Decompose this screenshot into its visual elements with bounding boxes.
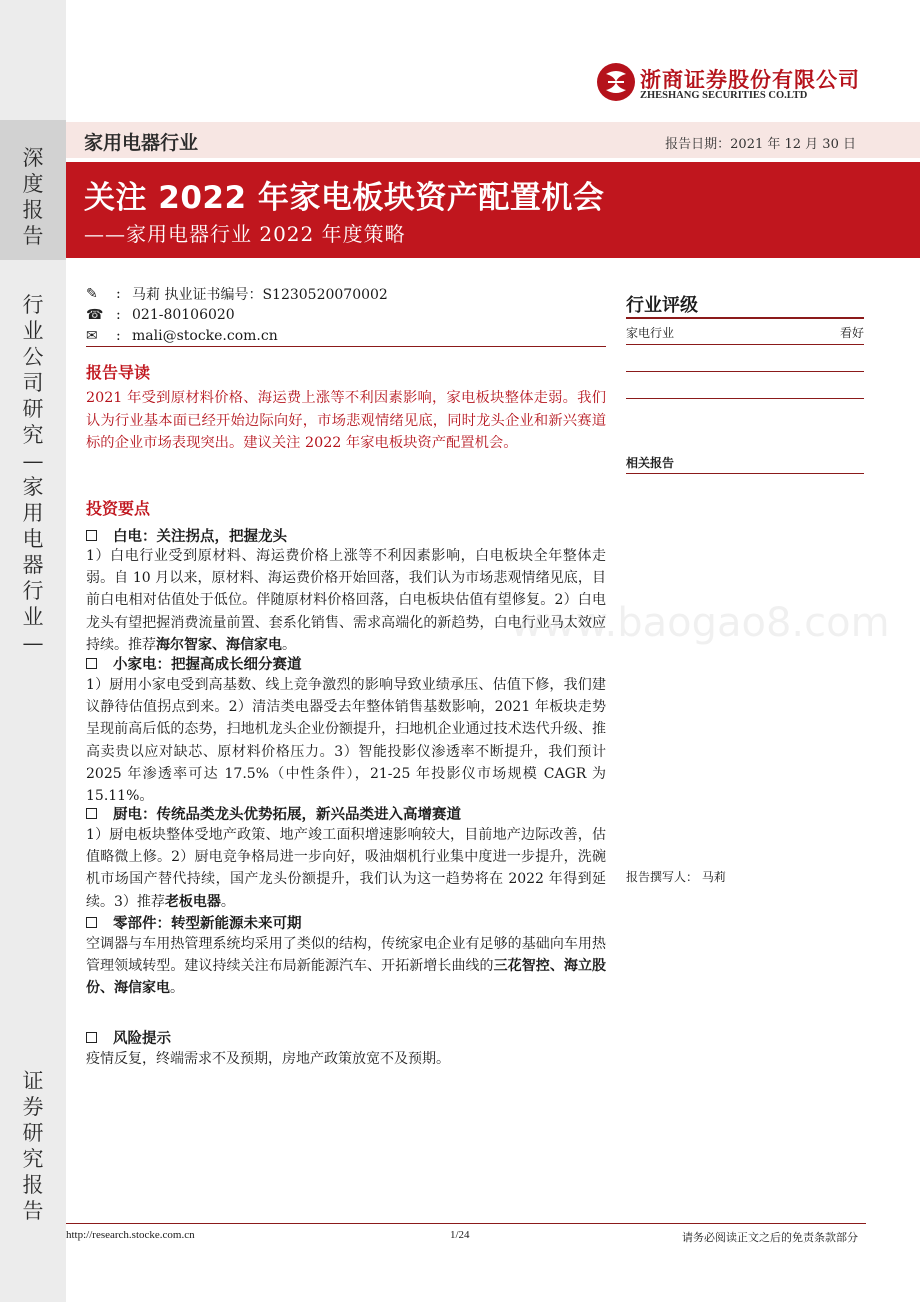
rating-title: 行业评级 <box>626 295 698 316</box>
vertical-glyph: 公 <box>22 345 44 369</box>
intro-heading: 报告导读 <box>86 363 151 382</box>
vertical-glyph: — <box>22 449 44 473</box>
rating-industry: 家电行业 <box>626 326 675 340</box>
footer-url[interactable]: http://research.stocke.com.cn <box>66 1229 195 1241</box>
vertical-glyph: 报 <box>22 1173 44 1197</box>
logo-company-name-cn: 浙商证券股份有限公司 <box>640 68 860 92</box>
section-text-kitchen-appliances: 1）厨电板块整体受地产政策、地产竣工面积增速影响较大，目前地产边际改善，估值略微上修。2）厨电竞争格局进一步向好，吸油烟机行业集中度进一步提升，洗碗机市场国产替代持续，国产龙头份额提升，我们认为这一趋势将在 2022 年得到延续。3）推荐老板电器。 <box>86 827 606 910</box>
author-email[interactable]: mali@stocke.com.cn <box>132 328 278 344</box>
related-reports-heading: 相关报告 <box>626 456 675 470</box>
rating-row <box>626 324 864 341</box>
vertical-glyph: 告 <box>22 224 44 248</box>
vertical-glyph: 报 <box>22 198 44 222</box>
rating-divider <box>626 317 864 319</box>
checkbox-bullet-icon <box>86 530 97 541</box>
section-heading-risk: 风险提示 <box>86 1027 606 1048</box>
footer-divider <box>66 1223 866 1224</box>
checkbox-bullet-icon <box>86 658 97 669</box>
rating-rule-1 <box>626 344 864 345</box>
page-number: 1/24 <box>450 1229 470 1241</box>
vertical-glyph: 用 <box>22 501 44 525</box>
rating-rule-3 <box>626 398 864 399</box>
author-phone-row: ☎ : 021-80106020 <box>86 307 235 323</box>
company-logo <box>596 62 860 108</box>
risk-text: 疫情反复，终端需求不及预期，房地产政策放宽不及预期。 <box>86 1051 450 1067</box>
footer-disclaimer: 请务必阅读正文之后的免责条款部分 <box>682 1231 858 1244</box>
section-heading-kitchen-appliances: 厨电：传统品类龙头优势拓展，新兴品类进入高增赛道 <box>86 803 606 824</box>
watermark: www.baogao8.com <box>510 600 890 646</box>
vertical-glyph: 行 <box>22 579 44 603</box>
checkbox-bullet-icon <box>86 808 97 819</box>
vertical-glyph: 行 <box>22 293 44 317</box>
section-text-small-appliances: 1）厨用小家电受到高基数、线上竞争激烈的影响导致业绩承压、估值下修，我们建议静待估值拐点到来。2）清洁类电器受去年整体销售基数影响，2021 年板块走势呈现前高后低的态势，扫地机龙头企业份额提升，扫地机企业通过技术迭代升级、推高卖贵以应对缺芯、原材料价格压力。3）智能投影仪渗透率不断提升，我们预计 2025 年渗透率可达 17.5%（中性条件），21-25 年投影仪市场规模 CAGR 为 15.11%。 <box>86 677 606 805</box>
vertical-glyph: 度 <box>22 172 44 196</box>
vertical-label-report-type <box>0 145 66 249</box>
checkbox-bullet-icon <box>86 917 97 928</box>
section-text-components: 空调器与车用热管理系统均采用了类似的结构，传统家电企业有足够的基础向车用热管理领域转型。建议持续关注布局新能源汽车、开拓新增长曲线的三花智控、海立股份、海信家电。 <box>86 936 606 997</box>
vertical-glyph: 研 <box>22 397 44 421</box>
vertical-glyph: 究 <box>22 423 44 447</box>
vertical-glyph: 证 <box>22 1069 44 1093</box>
vertical-glyph: 电 <box>22 527 44 551</box>
author-name: 马莉 执业证书编号：S1230520070002 <box>132 287 388 303</box>
vertical-glyph: — <box>22 631 44 655</box>
vertical-label-securities-report <box>0 1068 66 1224</box>
vertical-glyph: 业 <box>22 319 44 343</box>
phone-icon: ☎ <box>86 307 104 323</box>
report-writer: 报告撰写人： 马莉 <box>626 870 726 884</box>
vertical-glyph: 器 <box>22 553 44 577</box>
report-subtitle: ——家用电器行业 2022 年度策略 <box>84 222 406 246</box>
points-heading: 投资要点 <box>86 499 151 518</box>
vertical-glyph: 司 <box>22 371 44 395</box>
vertical-glyph: 券 <box>22 1095 44 1119</box>
section-heading-white-goods: 白电：关注拐点，把握龙头 <box>86 525 606 546</box>
vertical-glyph: 家 <box>22 475 44 499</box>
author-phone: 021-80106020 <box>132 307 235 323</box>
report-date: 报告日期：2021 年 12 月 30 日 <box>665 137 856 152</box>
intro-text: 2021 年受到原材料价格、海运费上涨等不利因素影响，家电板块整体走弱。我们认为行业基本面已经开始边际向好，市场悲观情绪见底，同时龙头企业和新兴赛道标的企业市场表现突出。建议关注 2022 年家电板块资产配置机会。 <box>86 390 606 451</box>
section-heading-components: 零部件：转型新能源未来可期 <box>86 912 606 933</box>
industry-tag: 家用电器行业 <box>84 132 199 154</box>
related-reports-rule <box>626 473 864 474</box>
pen-icon: ✎ <box>86 286 98 302</box>
section-heading-small-appliances: 小家电：把握高成长细分赛道 <box>86 653 606 674</box>
vertical-label-research-type <box>0 292 66 656</box>
vertical-glyph: 深 <box>22 146 44 170</box>
rating-value: 看好 <box>839 326 864 340</box>
vertical-glyph: 告 <box>22 1199 44 1223</box>
author-divider <box>86 346 606 347</box>
logo-company-name-en: ZHESHANG SECURITIES CO.LTD <box>640 90 808 101</box>
vertical-glyph: 业 <box>22 605 44 629</box>
envelope-icon: ✉ <box>86 328 98 344</box>
section-text-white-goods: 1）白电行业受到原材料、海运费价格上涨等不利因素影响，白电板块全年整体走弱。自 10 月以来，原材料、海运费价格开始回落，我们认为市场悲观情绪见底，目前白电相对估值处于低位。伴随原材料价格回落，白电板块估值有望修复。2）白电龙头有望把握消费流量前置、套系化销售、需求高端化的新趋势，白电行业马太效应持续。推荐海尔智家、海信家电。 <box>86 548 606 653</box>
vertical-glyph: 究 <box>22 1147 44 1171</box>
vertical-glyph: 研 <box>22 1121 44 1145</box>
author-block <box>86 284 606 347</box>
author-name-row: ✎ : 马莉 执业证书编号：S1230520070002 <box>86 286 388 303</box>
author-email-row: ✉ : mali@stocke.com.cn <box>86 328 278 344</box>
rating-rule-2 <box>626 371 864 372</box>
report-title: 关注 2022 年家电板块资产配置机会 <box>84 180 605 216</box>
checkbox-bullet-icon <box>86 1032 97 1043</box>
logo-mark-icon <box>596 62 636 102</box>
